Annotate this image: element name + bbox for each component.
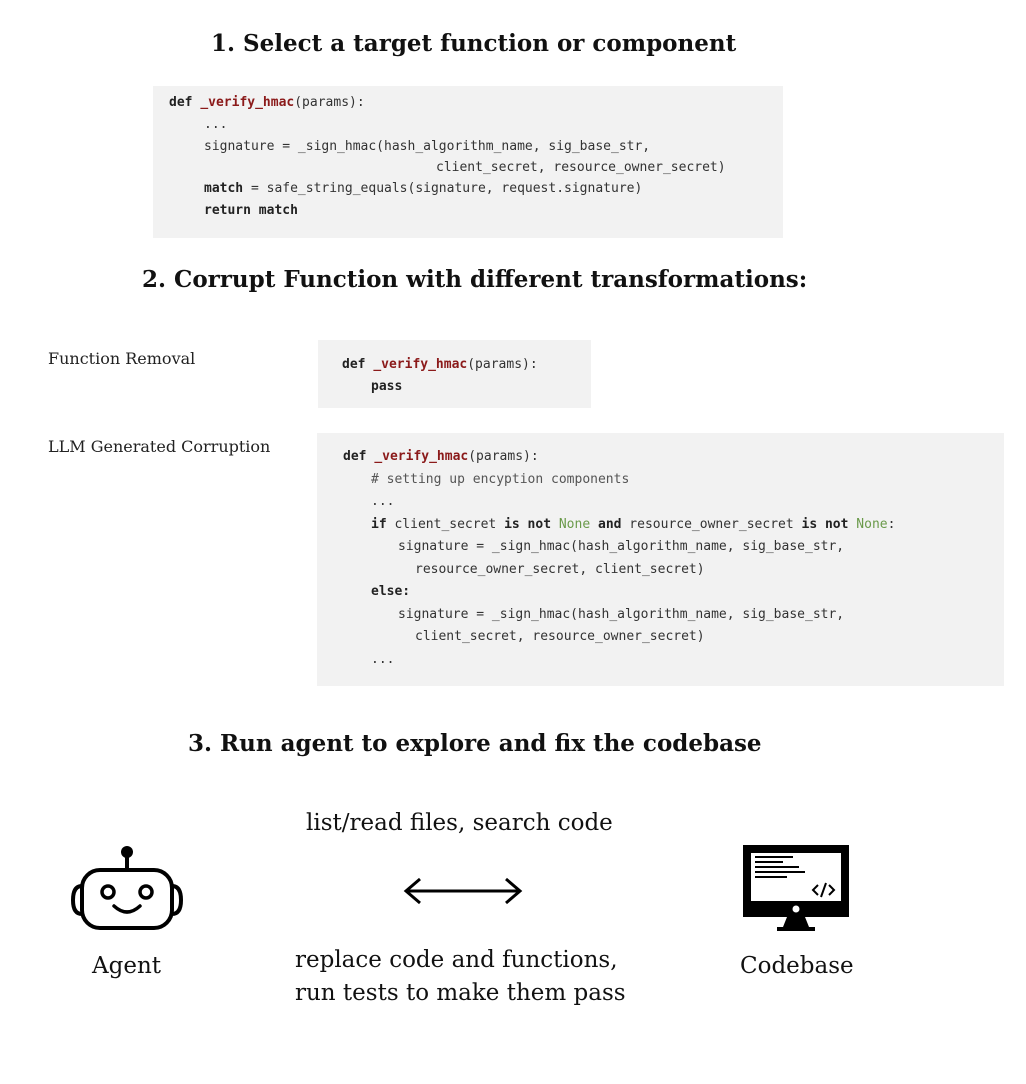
fix-actions-text-line2: run tests to make them pass [295,980,626,1006]
step3-heading: 3. Run agent to explore and fix the codebase [188,730,762,757]
explore-actions-text: list/read files, search code [306,810,613,836]
step2-heading: 2. Corrupt Function with different transformations: [142,266,808,293]
llm-corruption-code: def _verify_hmac(params): # setting up encyption components ... if client_secret is not None and resource_owner_secret is not None: signature = _sign_hmac(hash_algorithm_name, sig_base_str, resource_owner_secret, client_secret) else: signature = _sign_hmac(hash_algorithm_name, sig_base_str, client_secret, resource_owner_secret) ... [317,433,1004,686]
llm-corruption-label: LLM Generated Corruption [48,437,271,456]
fix-actions-text-line1: replace code and functions, [295,947,618,973]
function-removal-label: Function Removal [48,349,196,368]
target-function-code: def _verify_hmac(params): ... signature = _sign_hmac(hash_algorithm_name, sig_base_str, client_secret, resource_owner_secret) match = safe_string_equals(signature, request.signature) return match [153,86,783,238]
agent-label: Agent [92,953,161,979]
double-arrow-icon [400,875,526,907]
robot-icon [70,844,186,932]
codebase-label: Codebase [740,953,854,979]
step1-heading: 1. Select a target function or component [211,30,737,57]
monitor-code-icon [741,843,851,933]
function-removal-code: def _verify_hmac(params): pass [318,340,591,408]
